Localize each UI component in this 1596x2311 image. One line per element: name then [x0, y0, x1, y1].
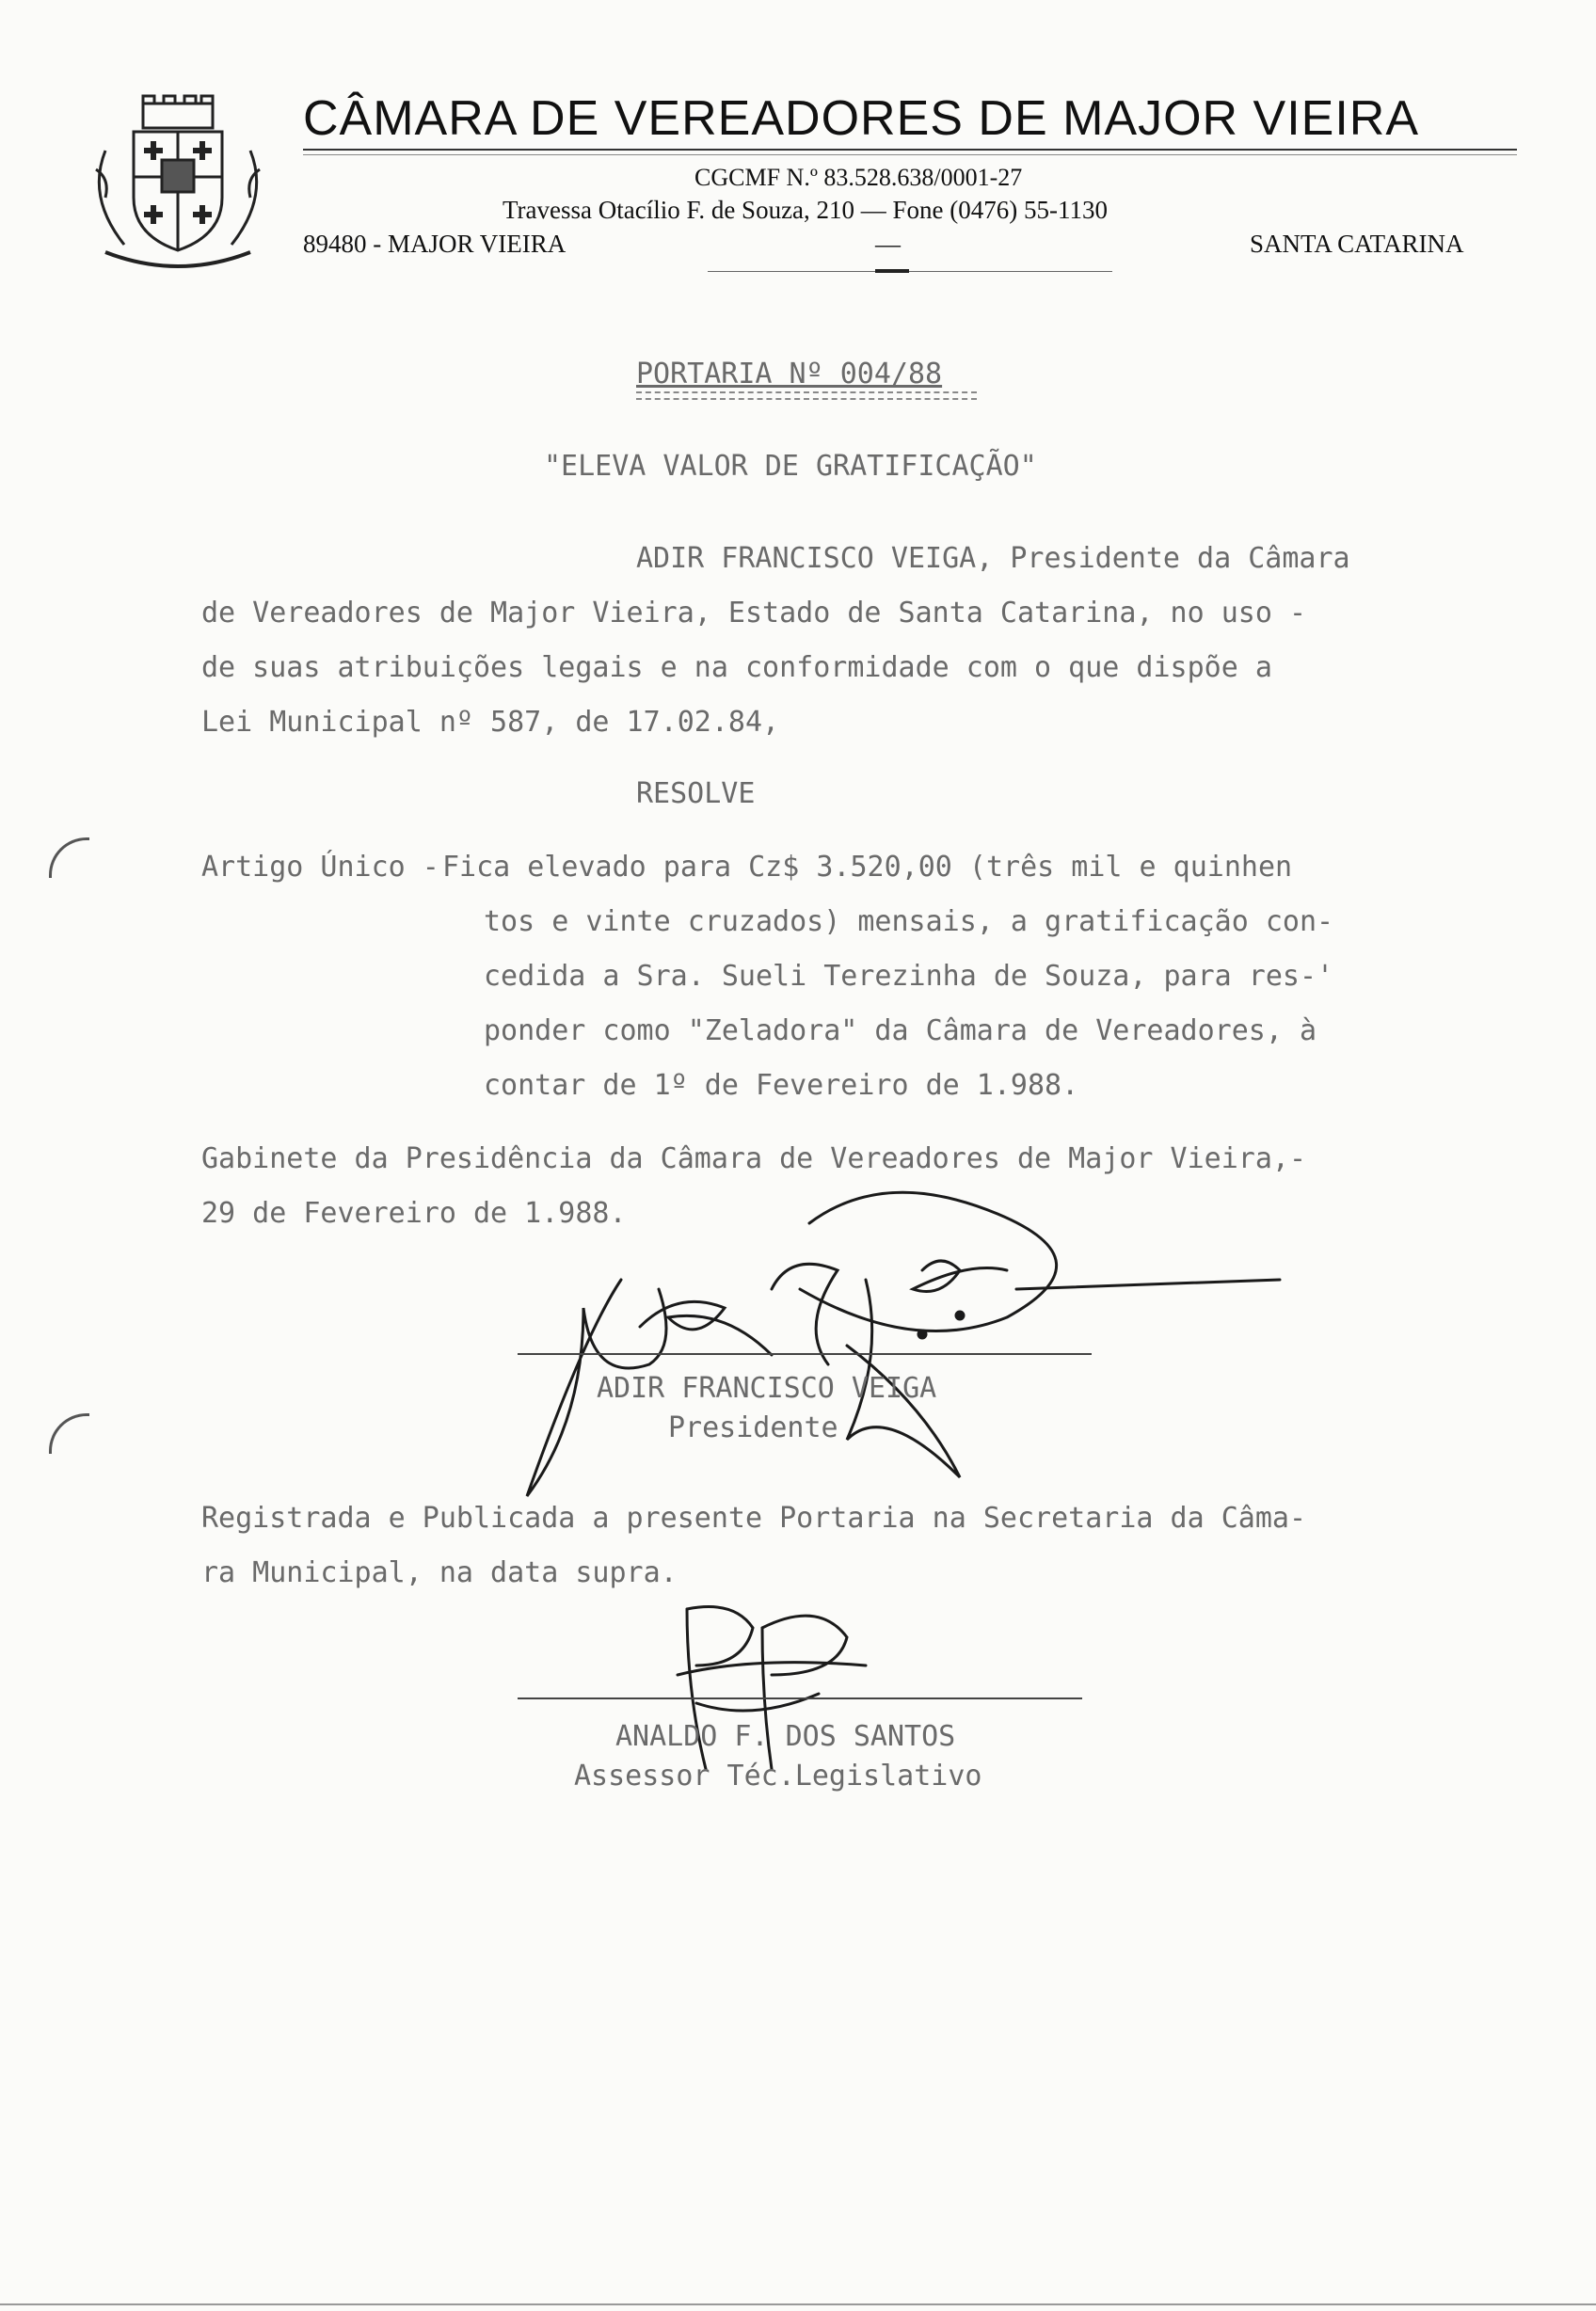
punch-hole-bottom	[49, 1413, 89, 1454]
registration-line-1: Registrada e Publicada a presente Portaria na Secretaria da Câma-	[201, 1502, 1306, 1535]
institution-name: CÂMARA DE VEREADORES DE MAJOR VIEIRA	[303, 91, 1420, 146]
signatory1-title: Presidente	[668, 1411, 838, 1444]
article-line-2: tos e vinte cruzados) mensais, a gratificação con-	[484, 905, 1334, 938]
article-label: Artigo Único -	[201, 851, 439, 884]
cgcmf-number: CGCMF N.º 83.528.638/0001-27	[694, 164, 1023, 191]
article-line-4: ponder como "Zeladora" da Câmara de Vereadores, à	[484, 1014, 1317, 1047]
preamble-line-3: de suas atribuições legais e na conformidade com o que dispõe a	[201, 651, 1272, 684]
resolve-heading: RESOLVE	[636, 777, 756, 810]
signatory2-name: ANALDO F. DOS SANTOS	[615, 1720, 956, 1753]
preamble-line-2: de Vereadores de Major Vieira, Estado de Santa Catarina, no uso -	[201, 597, 1306, 630]
signatory1-name: ADIR FRANCISCO VEIGA	[597, 1372, 937, 1405]
portaria-number: PORTARIA Nº 004/88	[636, 358, 943, 390]
punch-hole-top	[49, 837, 89, 878]
header-bottom-rule	[708, 271, 1112, 272]
coat-of-arms-icon	[77, 94, 279, 269]
registration-line-2: ra Municipal, na data supra.	[201, 1556, 678, 1589]
state-line: SANTA CATARINA	[1250, 230, 1464, 258]
article-line-5: contar de 1º de Fevereiro de 1.988.	[484, 1069, 1079, 1102]
article-line-3: cedida a Sra. Sueli Terezinha de Souza, para res-'	[484, 960, 1334, 993]
preamble-line-4: Lei Municipal nº 587, de 17.02.84,	[201, 706, 780, 739]
header-dash: —	[875, 230, 901, 258]
closing-line-2: 29 de Fevereiro de 1.988.	[201, 1197, 627, 1230]
portaria-double-rule	[636, 391, 977, 400]
header-rule	[303, 149, 1517, 151]
article-line-1: Fica elevado para Cz$ 3.520,00 (três mil e quinhen	[442, 851, 1293, 884]
address-line: Travessa Otacílio F. de Souza, 210 — Fone (0476) 55-1130	[503, 196, 1109, 224]
scan-edge	[0, 2303, 1596, 2305]
signatory2-title: Assessor Téc.Legislativo	[574, 1760, 982, 1793]
city-line: 89480 - MAJOR VIEIRA	[303, 230, 567, 258]
signature-icon	[489, 1167, 1299, 1506]
preamble-line-1: ADIR FRANCISCO VEIGA, Presidente da Câmara	[636, 542, 1350, 575]
header-rule-thin	[303, 154, 1517, 155]
closing-line-1: Gabinete da Presidência da Câmara de Vereadores de Major Vieira,-	[201, 1142, 1306, 1175]
signature-line-1	[518, 1353, 1092, 1355]
portaria-subject: "ELEVA VALOR DE GRATIFICAÇÃO"	[544, 450, 1037, 483]
signature-line-2	[518, 1697, 1082, 1699]
header-bottom-rule-center	[875, 269, 909, 273]
